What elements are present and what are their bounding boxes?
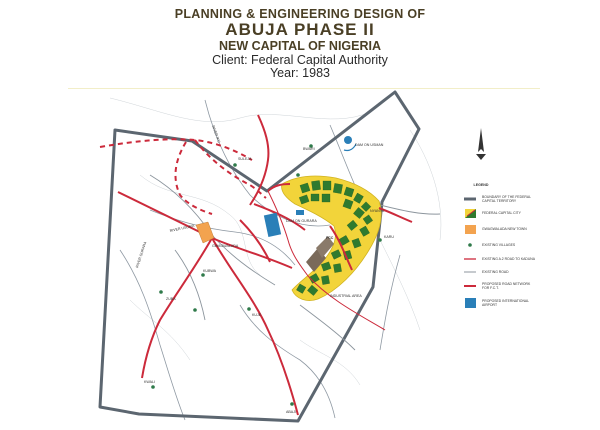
label-bwari: BWARI (303, 147, 315, 151)
label-kubwa: KUBWA (203, 269, 217, 273)
title-line-1: PLANNING & ENGINEERING DESIGN OF (174, 7, 426, 21)
year-line: Year: 1983 (269, 66, 330, 80)
north-arrow-icon (476, 128, 486, 160)
label-nyanya: NYANYA (370, 209, 385, 213)
legend-item-fcc (465, 209, 522, 218)
label-suleja: SULEJA (238, 157, 252, 161)
legend-item-boundary (464, 195, 531, 203)
label-abaji: ABAJI (286, 410, 296, 414)
legend-item-existing-a2-road (464, 257, 536, 261)
svg-text:AIRPORT: AIRPORT (482, 303, 498, 307)
svg-text:FEDERAL CAPITAL CITY: FEDERAL CAPITAL CITY (482, 211, 521, 215)
label-kuje: KUJE (252, 313, 262, 317)
label-gurara-dam: DAM ON GURARA (286, 219, 317, 223)
label-karu: KARU (384, 235, 394, 239)
svg-text:PROPOSED ROAD NETWORK: PROPOSED ROAD NETWORK (482, 282, 531, 286)
label-fcc: FCC (326, 236, 334, 240)
legend-item-proposed-road (464, 282, 531, 290)
svg-text:EXISTING VILLAGES: EXISTING VILLAGES (482, 243, 516, 247)
legend-item-villages (468, 243, 516, 247)
label-gwagwalada: GWAGWALADA (212, 244, 239, 248)
title-line-3: NEW CAPITAL OF NIGERIA (218, 39, 382, 53)
terrain-contours (110, 98, 441, 385)
label-kwali: KWALI (144, 380, 156, 384)
legend-item-new-town (465, 225, 527, 234)
proposed-road-network (118, 115, 412, 415)
label-river-iku: RIVER IKU (211, 124, 221, 144)
label-river-usuma: RIVER USUMA (169, 223, 195, 233)
svg-text:PROPOSED INTERNATIONAL: PROPOSED INTERNATIONAL (482, 299, 530, 303)
proposed-airport (264, 213, 281, 237)
legend (464, 183, 536, 308)
svg-text:CAPITAL TERRITORY: CAPITAL TERRITORY (482, 199, 517, 203)
svg-text:GWAGWALADA NEW TOWN: GWAGWALADA NEW TOWN (482, 227, 527, 231)
svg-text:FOR F.C.T.: FOR F.C.T. (482, 286, 499, 290)
legend-item-airport (465, 298, 529, 308)
legend-item-existing-road (464, 270, 509, 274)
label-zuba: ZUBA (166, 297, 176, 301)
svg-text:EXISTING A.2 ROAD TO KADUNA: EXISTING A.2 ROAD TO KADUNA (482, 257, 536, 261)
title-line-2: ABUJA PHASE II (225, 20, 375, 39)
svg-text:BOUNDARY OF THE FEDERAL: BOUNDARY OF THE FEDERAL (482, 195, 531, 199)
svg-text:EXISTING ROAD: EXISTING ROAD (482, 270, 509, 274)
label-industrial-area: INDUSTRIAL AREA (330, 294, 362, 298)
label-river-gurara: RIVER GURARA (135, 241, 148, 269)
label-usman-dam: DAM ON USMAN (355, 143, 384, 147)
client-line: Client: Federal Capital Authority (212, 53, 388, 67)
proposed-dashed-roads (100, 139, 266, 214)
legend-title: LEGEND (473, 183, 489, 187)
